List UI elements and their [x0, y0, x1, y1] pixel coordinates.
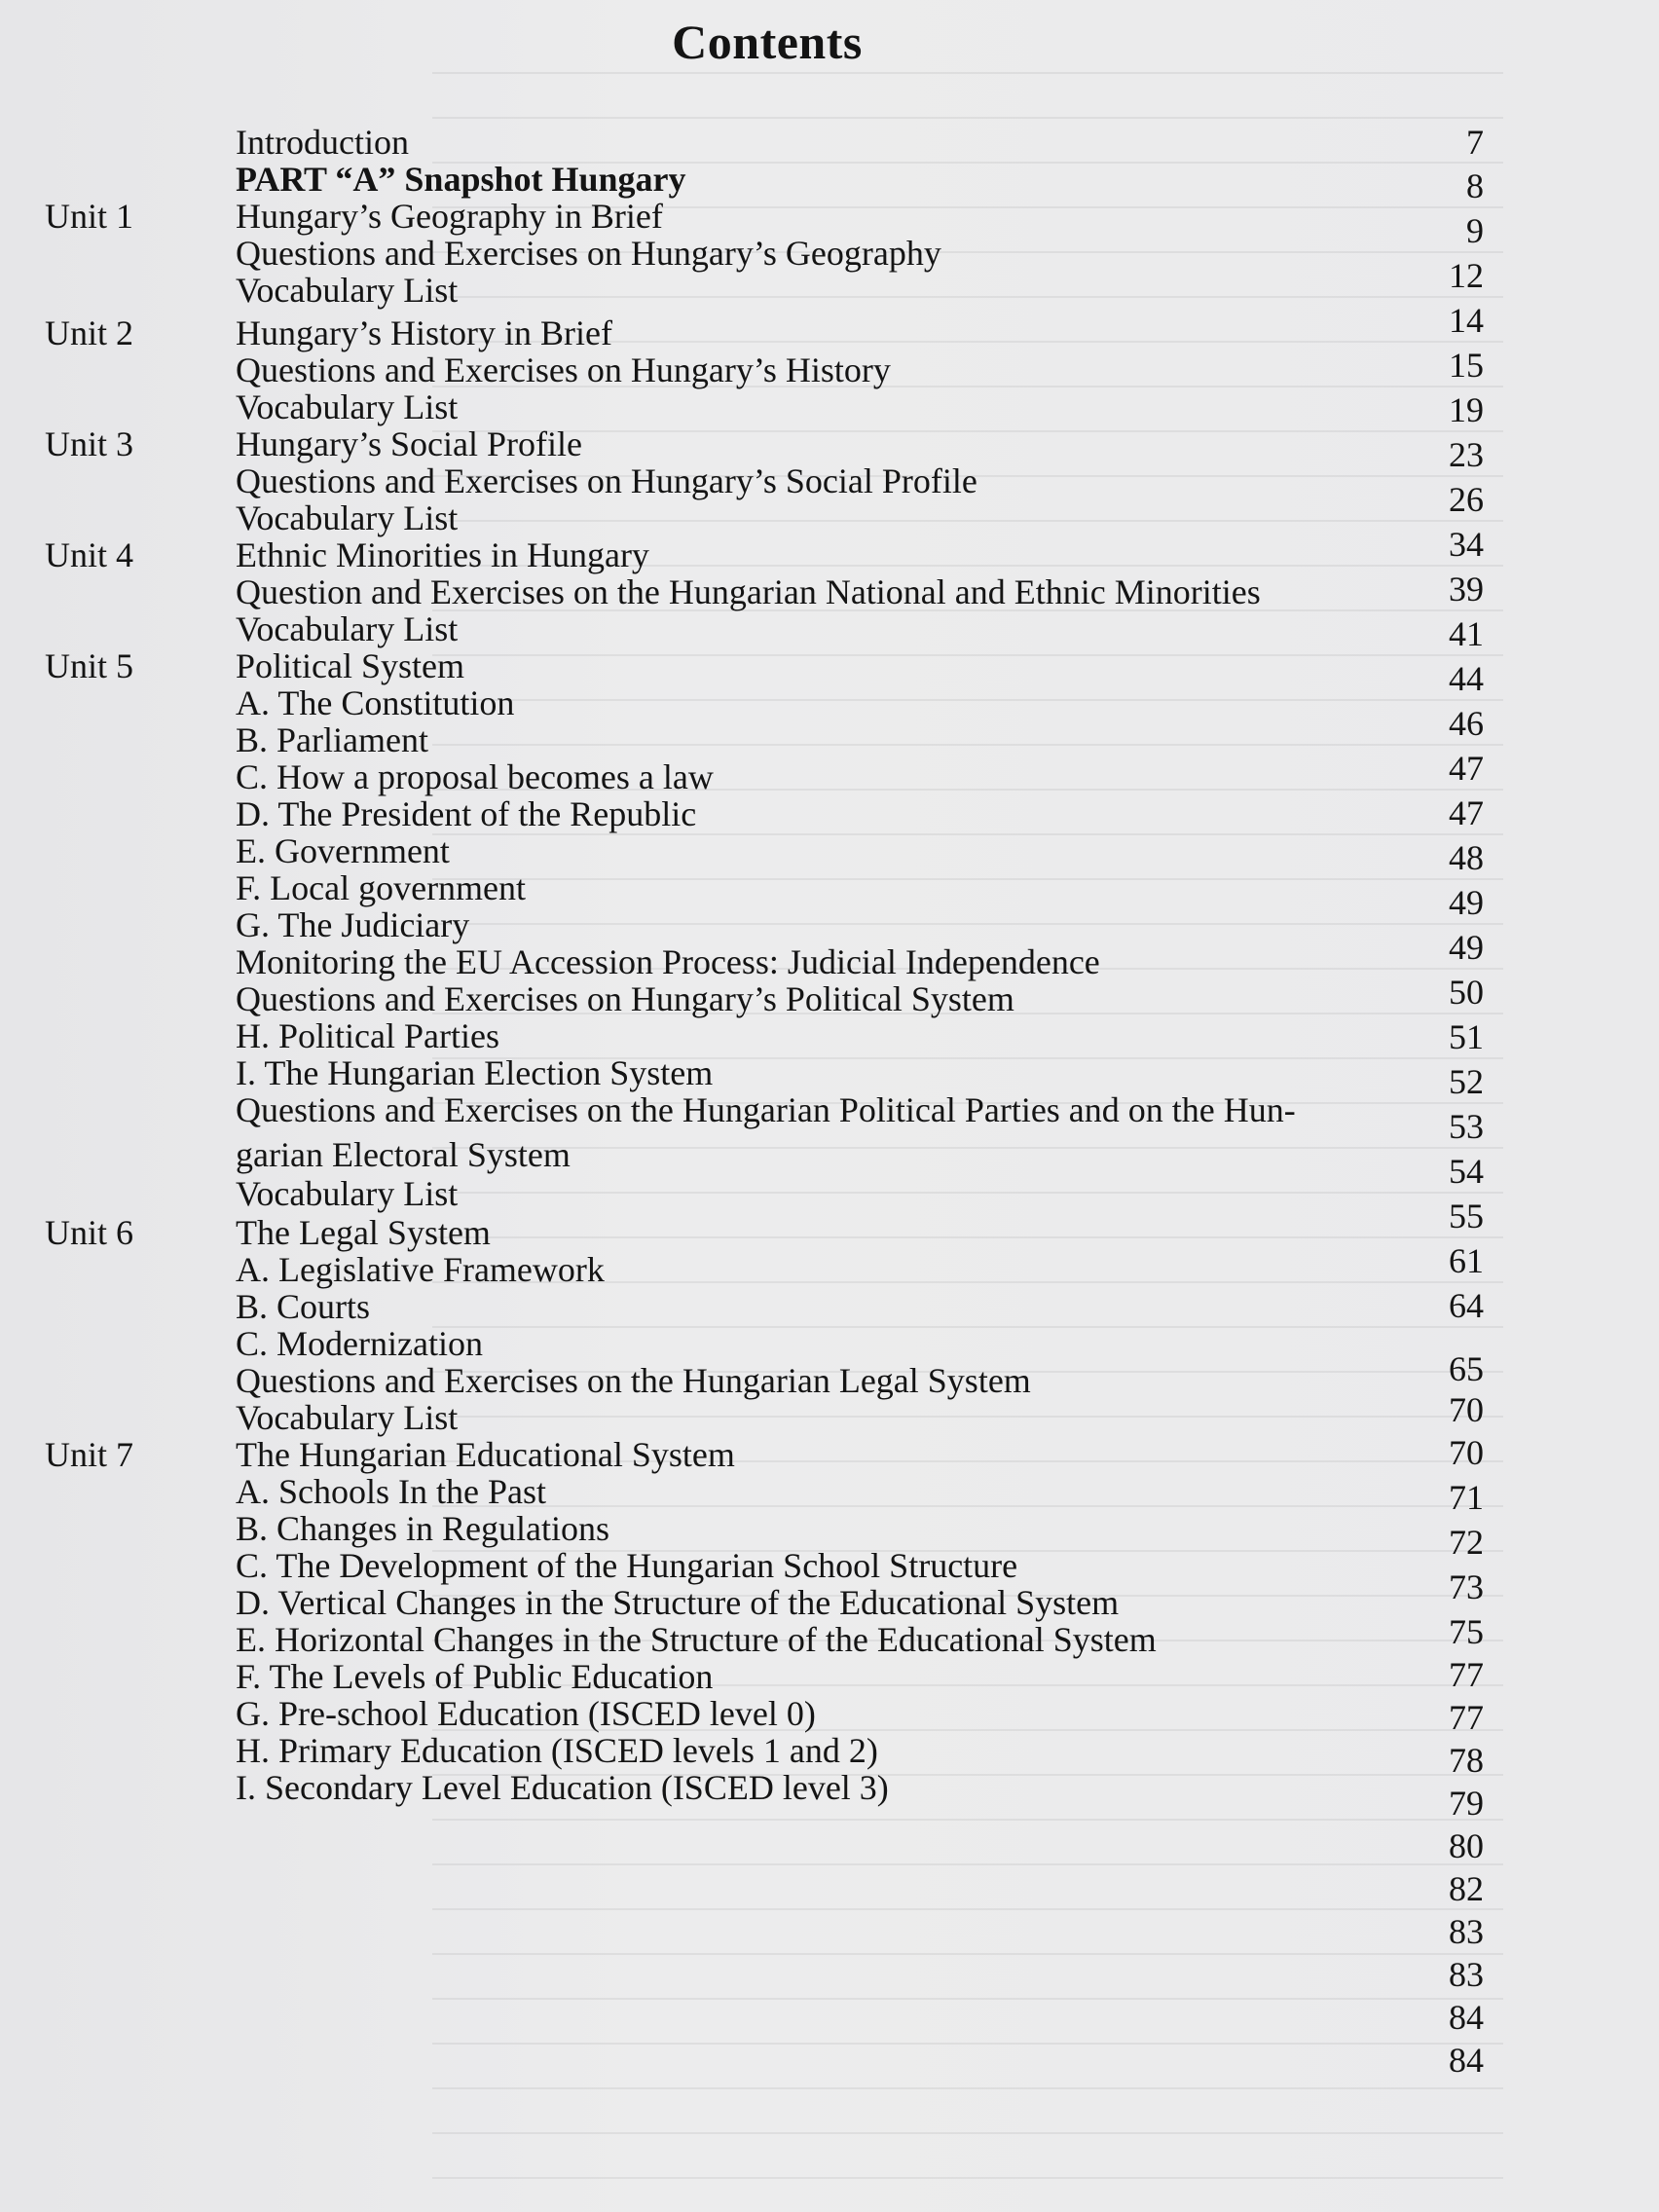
toc-entry-title: Vocabulary List — [236, 498, 459, 537]
page-number: 65 — [1449, 1349, 1484, 1388]
page-number: 26 — [1449, 480, 1484, 519]
toc-entry-title: H. Primary Education (ISCED levels 1 and 2) — [236, 1731, 878, 1770]
toc-entry-title: Questions and Exercises on Hungary’s History — [236, 350, 891, 389]
toc-entry-title: PART “A” Snapshot Hungary — [236, 160, 686, 199]
page-number: 75 — [1449, 1612, 1484, 1651]
toc-entry-title: D. The President of the Republic — [236, 794, 697, 833]
page-number: 84 — [1449, 1998, 1484, 2037]
unit-label: Unit 1 — [45, 197, 134, 236]
unit-label: Unit 6 — [45, 1213, 134, 1252]
toc-entry-title: B. Changes in Regulations — [236, 1509, 609, 1548]
toc-entry-title: C. The Development of the Hungarian School Structure — [236, 1546, 1018, 1585]
page-number: 9 — [1466, 211, 1484, 250]
toc-entry-title: C. How a proposal becomes a law — [236, 757, 714, 796]
toc-entry-title: Vocabulary List — [236, 387, 459, 426]
page-number: 54 — [1449, 1152, 1484, 1191]
toc-entry-title: F. The Levels of Public Education — [236, 1657, 714, 1696]
page-number: 49 — [1449, 883, 1484, 922]
toc-entry-title: Political System — [236, 646, 465, 685]
page-number: 78 — [1449, 1741, 1484, 1780]
page-number: 44 — [1449, 659, 1484, 698]
unit-label: Unit 4 — [45, 535, 134, 574]
toc-entry-title: B. Courts — [236, 1287, 371, 1326]
page-number: 39 — [1449, 570, 1484, 608]
page-number: 15 — [1449, 346, 1484, 385]
page-number: 73 — [1449, 1567, 1484, 1606]
toc-entry-title: C. Modernization — [236, 1324, 483, 1363]
page-number: 77 — [1449, 1698, 1484, 1737]
toc-entry-title: B. Parliament — [236, 720, 428, 759]
toc-entry-title: Hungary’s History in Brief — [236, 313, 612, 352]
page-number: 52 — [1449, 1062, 1484, 1101]
page-number: 55 — [1449, 1197, 1484, 1235]
toc-entry-title: Hungary’s Social Profile — [236, 424, 582, 463]
page-number: 64 — [1449, 1286, 1484, 1325]
page-number: 82 — [1449, 1869, 1484, 1908]
toc-entry-title: Vocabulary List — [236, 1174, 459, 1213]
unit-label: Unit 3 — [45, 424, 134, 463]
page-number: 83 — [1449, 1912, 1484, 1951]
page-number: 12 — [1449, 256, 1484, 295]
toc-entry-title: G. The Judiciary — [236, 905, 470, 944]
page-number: 71 — [1449, 1478, 1484, 1517]
toc-entry-title: Vocabulary List — [236, 1398, 459, 1437]
page-number: 72 — [1449, 1523, 1484, 1562]
unit-label: Unit 5 — [45, 646, 134, 685]
toc-entry-title: A. Legislative Framework — [236, 1250, 605, 1289]
toc-entry-title: Questions and Exercises on Hungary’s Geography — [236, 234, 941, 273]
unit-label: Unit 2 — [45, 313, 134, 352]
page-number: 49 — [1449, 928, 1484, 967]
toc-entry-title: Vocabulary List — [236, 609, 459, 648]
toc-entry-title: Monitoring the EU Accession Process: Judicial Independence — [236, 942, 1100, 981]
page-number: 8 — [1466, 166, 1484, 205]
page-number: 84 — [1449, 2041, 1484, 2080]
toc-entry-title: garian Electoral System — [236, 1135, 571, 1174]
toc-entry-title: G. Pre-school Education (ISCED level 0) — [236, 1694, 816, 1733]
page-number: 46 — [1449, 704, 1484, 743]
toc-entry-title: Ethnic Minorities in Hungary — [236, 535, 649, 574]
toc-entry-title: Questions and Exercises on Hungary’s Social Profile — [236, 461, 977, 500]
page-number: 34 — [1449, 525, 1484, 564]
toc-entry-title: A. Schools In the Past — [236, 1472, 546, 1511]
page-number: 19 — [1449, 390, 1484, 429]
page-number: 51 — [1449, 1017, 1484, 1056]
toc-entry-title: F. Local government — [236, 868, 527, 907]
page-number: 7 — [1466, 123, 1484, 162]
page-number: 47 — [1449, 749, 1484, 788]
toc-entry-title: I. Secondary Level Education (ISCED level 3) — [236, 1768, 889, 1807]
toc-entry-title: Questions and Exercises on the Hungarian Legal System — [236, 1361, 1031, 1400]
page-number: 53 — [1449, 1107, 1484, 1146]
toc-entry-title: Hungary’s Geography in Brief — [236, 197, 663, 236]
toc-entry-title: E. Government — [236, 831, 450, 870]
toc-entry-title: I. The Hungarian Election System — [236, 1053, 714, 1092]
page-number: 41 — [1449, 614, 1484, 653]
page-title: Contents — [672, 15, 863, 69]
page-number: 83 — [1449, 1955, 1484, 1994]
page-number: 70 — [1449, 1433, 1484, 1472]
page-number: 50 — [1449, 973, 1484, 1012]
page-number: 23 — [1449, 435, 1484, 474]
toc-entry-title: Questions and Exercises on Hungary’s Political System — [236, 979, 1014, 1018]
toc-entry-title: Vocabulary List — [236, 271, 459, 310]
toc-entry-title: H. Political Parties — [236, 1016, 499, 1055]
toc-entry-title: A. The Constitution — [236, 683, 515, 722]
unit-label: Unit 7 — [45, 1435, 134, 1474]
toc-entry-title: The Legal System — [236, 1213, 491, 1252]
toc-entry-title: Introduction — [236, 123, 409, 162]
page-number: 77 — [1449, 1655, 1484, 1694]
page-number: 70 — [1449, 1390, 1484, 1429]
toc-entry-title: Questions and Exercises on the Hungarian Political Parties and on the Hun- — [236, 1090, 1296, 1129]
toc-entry-title: Question and Exercises on the Hungarian National and Ethnic Minorities — [236, 572, 1261, 611]
toc-entry-title: D. Vertical Changes in the Structure of the Educational System — [236, 1583, 1120, 1622]
page-number: 80 — [1449, 1826, 1484, 1865]
page-number: 14 — [1449, 301, 1484, 340]
page-number: 79 — [1449, 1784, 1484, 1823]
toc-entry-title: E. Horizontal Changes in the Structure of the Educational System — [236, 1620, 1157, 1659]
toc-entry-title: The Hungarian Educational System — [236, 1435, 735, 1474]
page-number: 61 — [1449, 1241, 1484, 1280]
page-number: 48 — [1449, 838, 1484, 877]
page-number: 47 — [1449, 793, 1484, 832]
